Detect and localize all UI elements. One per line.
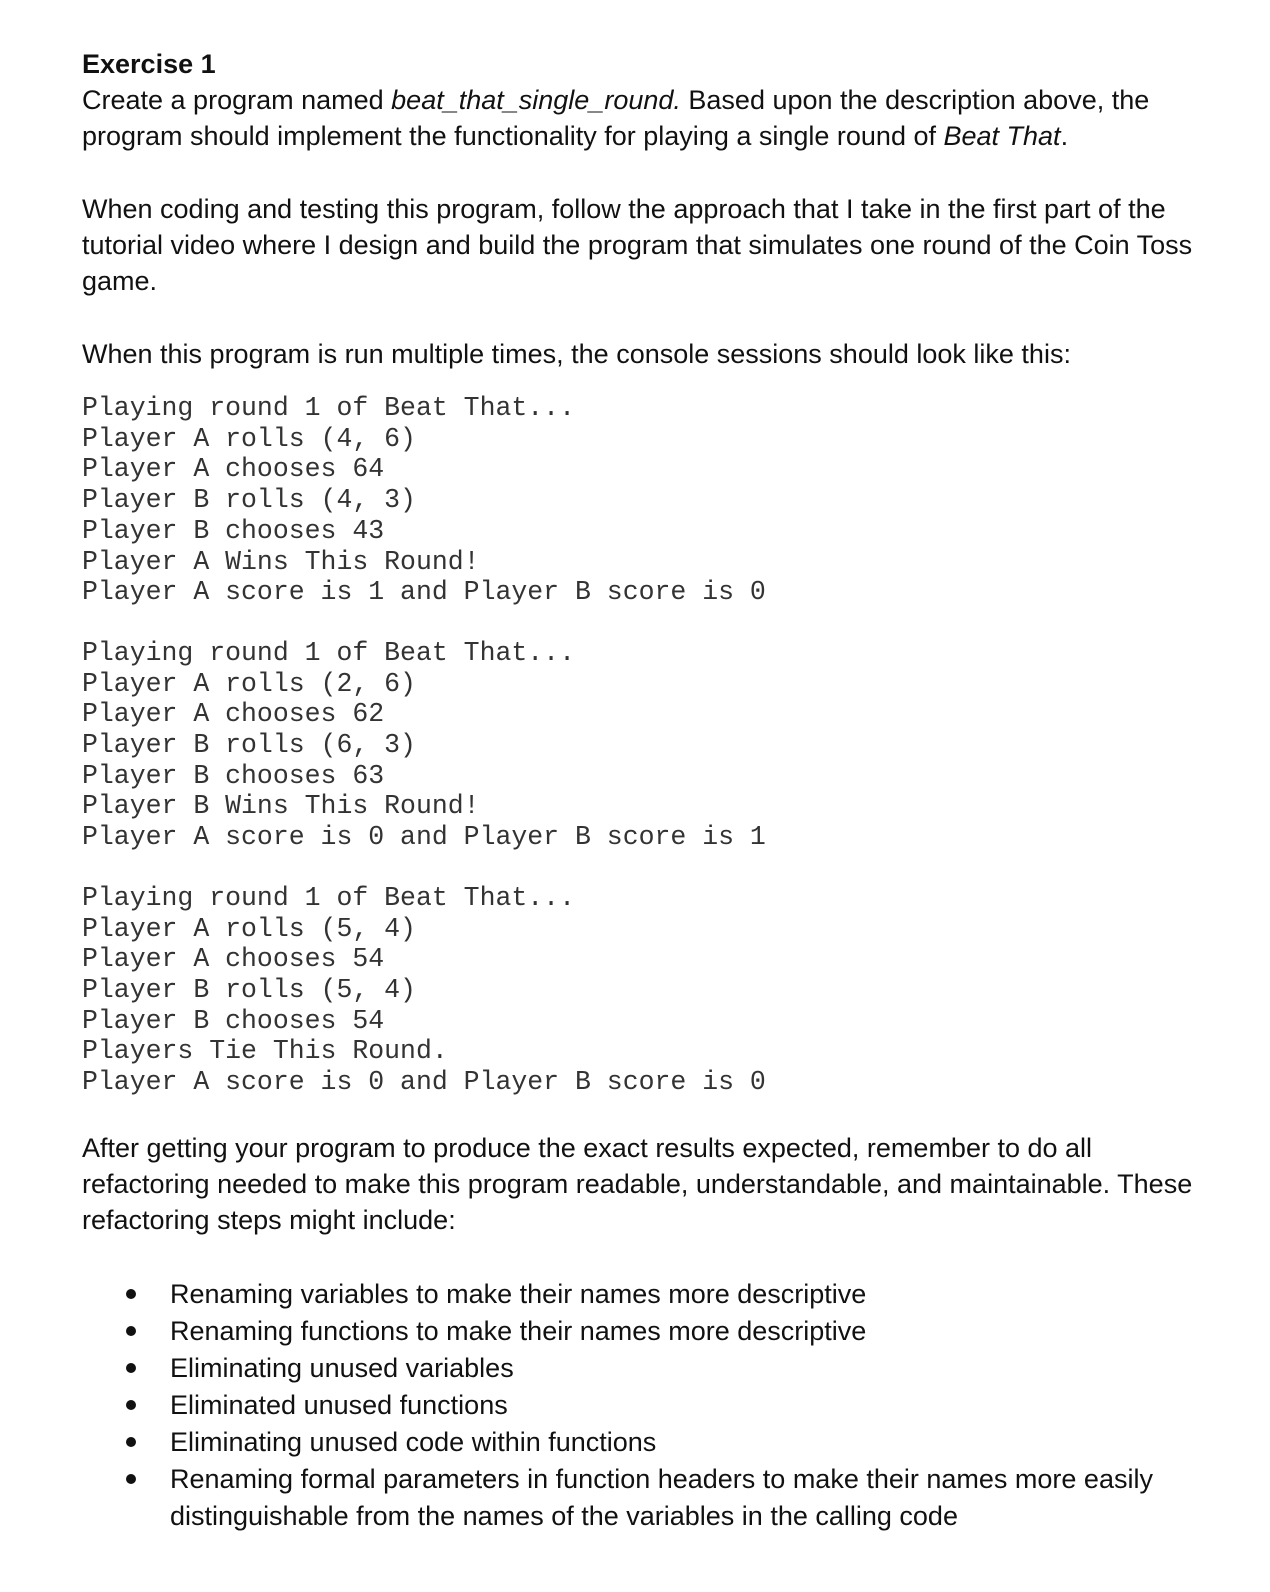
list-item — [82, 1276, 1202, 1313]
intro-paragraph — [82, 82, 1202, 154]
program-name: beat_that_single_round. — [391, 85, 681, 115]
console-line: Players Tie This Round. — [82, 1036, 448, 1067]
console-line: Playing round 1 of Beat That... — [82, 393, 575, 423]
console-line: Player A score is 0 and Player B score is 0 — [82, 1067, 766, 1098]
intro-text-end: . — [1060, 121, 1069, 151]
bullet-icon — [126, 1400, 136, 1410]
bullet-icon — [126, 1326, 136, 1336]
exercise-title: Exercise 1 — [82, 49, 216, 79]
console-session-1 — [82, 393, 1202, 608]
bullet-icon — [126, 1289, 136, 1299]
list-item — [82, 1313, 1202, 1350]
bullet-icon — [126, 1474, 136, 1484]
console-line: Player A chooses 54 — [82, 944, 385, 975]
list-item-text: Eliminated unused functions — [170, 1389, 508, 1420]
console-session-2 — [82, 638, 1202, 853]
console-line: Playing round 1 of Beat That... — [82, 637, 575, 668]
intro-text-after-name: Based upon the description above, the program should implement the functionality for playing a single round of — [82, 85, 1150, 151]
list-item — [82, 1424, 1202, 1461]
refactoring-steps-list — [82, 1276, 1202, 1535]
list-item-text: Renaming variables to make their names more descriptive — [170, 1278, 867, 1309]
console-line: Player A score is 1 and Player B score is 0 — [82, 577, 766, 608]
console-line: Player B rolls (6, 3) — [82, 730, 416, 761]
list-item-text: Renaming functions to make their names more descriptive — [170, 1315, 867, 1346]
console-line: Player A rolls (4, 6) — [82, 423, 416, 454]
console-line: Player B chooses 43 — [82, 515, 385, 546]
console-line: Player B Wins This Round! — [82, 791, 480, 822]
bullet-icon — [126, 1363, 136, 1373]
console-line: Player B rolls (5, 4) — [82, 974, 416, 1005]
list-item — [82, 1461, 1202, 1535]
intro-text-before-name: Create a program named — [82, 85, 392, 115]
console-session-3 — [82, 883, 1202, 1098]
list-item-text: Eliminating unused variables — [170, 1352, 514, 1383]
console-line: Player B rolls (4, 3) — [82, 485, 416, 516]
list-item — [82, 1350, 1202, 1387]
game-name: Beat That — [943, 121, 1061, 151]
list-item-text: Renaming formal parameters in function headers to make their names more easily distinguishable from the names of the variables in the calling code — [170, 1463, 1153, 1531]
console-line: Player A chooses 62 — [82, 699, 385, 730]
approach-paragraph: When coding and testing this program, follow the approach that I take in the first part of the tutorial video where I design and build the program that simulates one round of the Coin Toss game. — [82, 194, 1193, 296]
bullet-icon — [126, 1437, 136, 1447]
console-line: Player A rolls (2, 6) — [82, 668, 416, 699]
console-line: Playing round 1 of Beat That... — [82, 882, 575, 913]
console-line: Player B chooses 54 — [82, 1005, 385, 1036]
list-item-text: Eliminating unused code within functions — [170, 1426, 657, 1457]
console-line: Player A rolls (5, 4) — [82, 913, 416, 944]
list-item — [82, 1387, 1202, 1424]
console-line: Player A chooses 64 — [82, 454, 385, 485]
console-line: Player A score is 0 and Player B score is 1 — [82, 822, 766, 853]
console-line: Player B chooses 63 — [82, 760, 385, 791]
sessions-intro-paragraph: When this program is run multiple times, the console sessions should look like this: — [82, 339, 1071, 369]
refactoring-paragraph: After getting your program to produce the exact results expected, remember to do all refactoring needed to make this program readable, understandable, and maintainable. These refactoring steps might include: — [82, 1132, 1193, 1235]
document-page — [82, 46, 1202, 1535]
console-line: Player A Wins This Round! — [82, 546, 480, 577]
